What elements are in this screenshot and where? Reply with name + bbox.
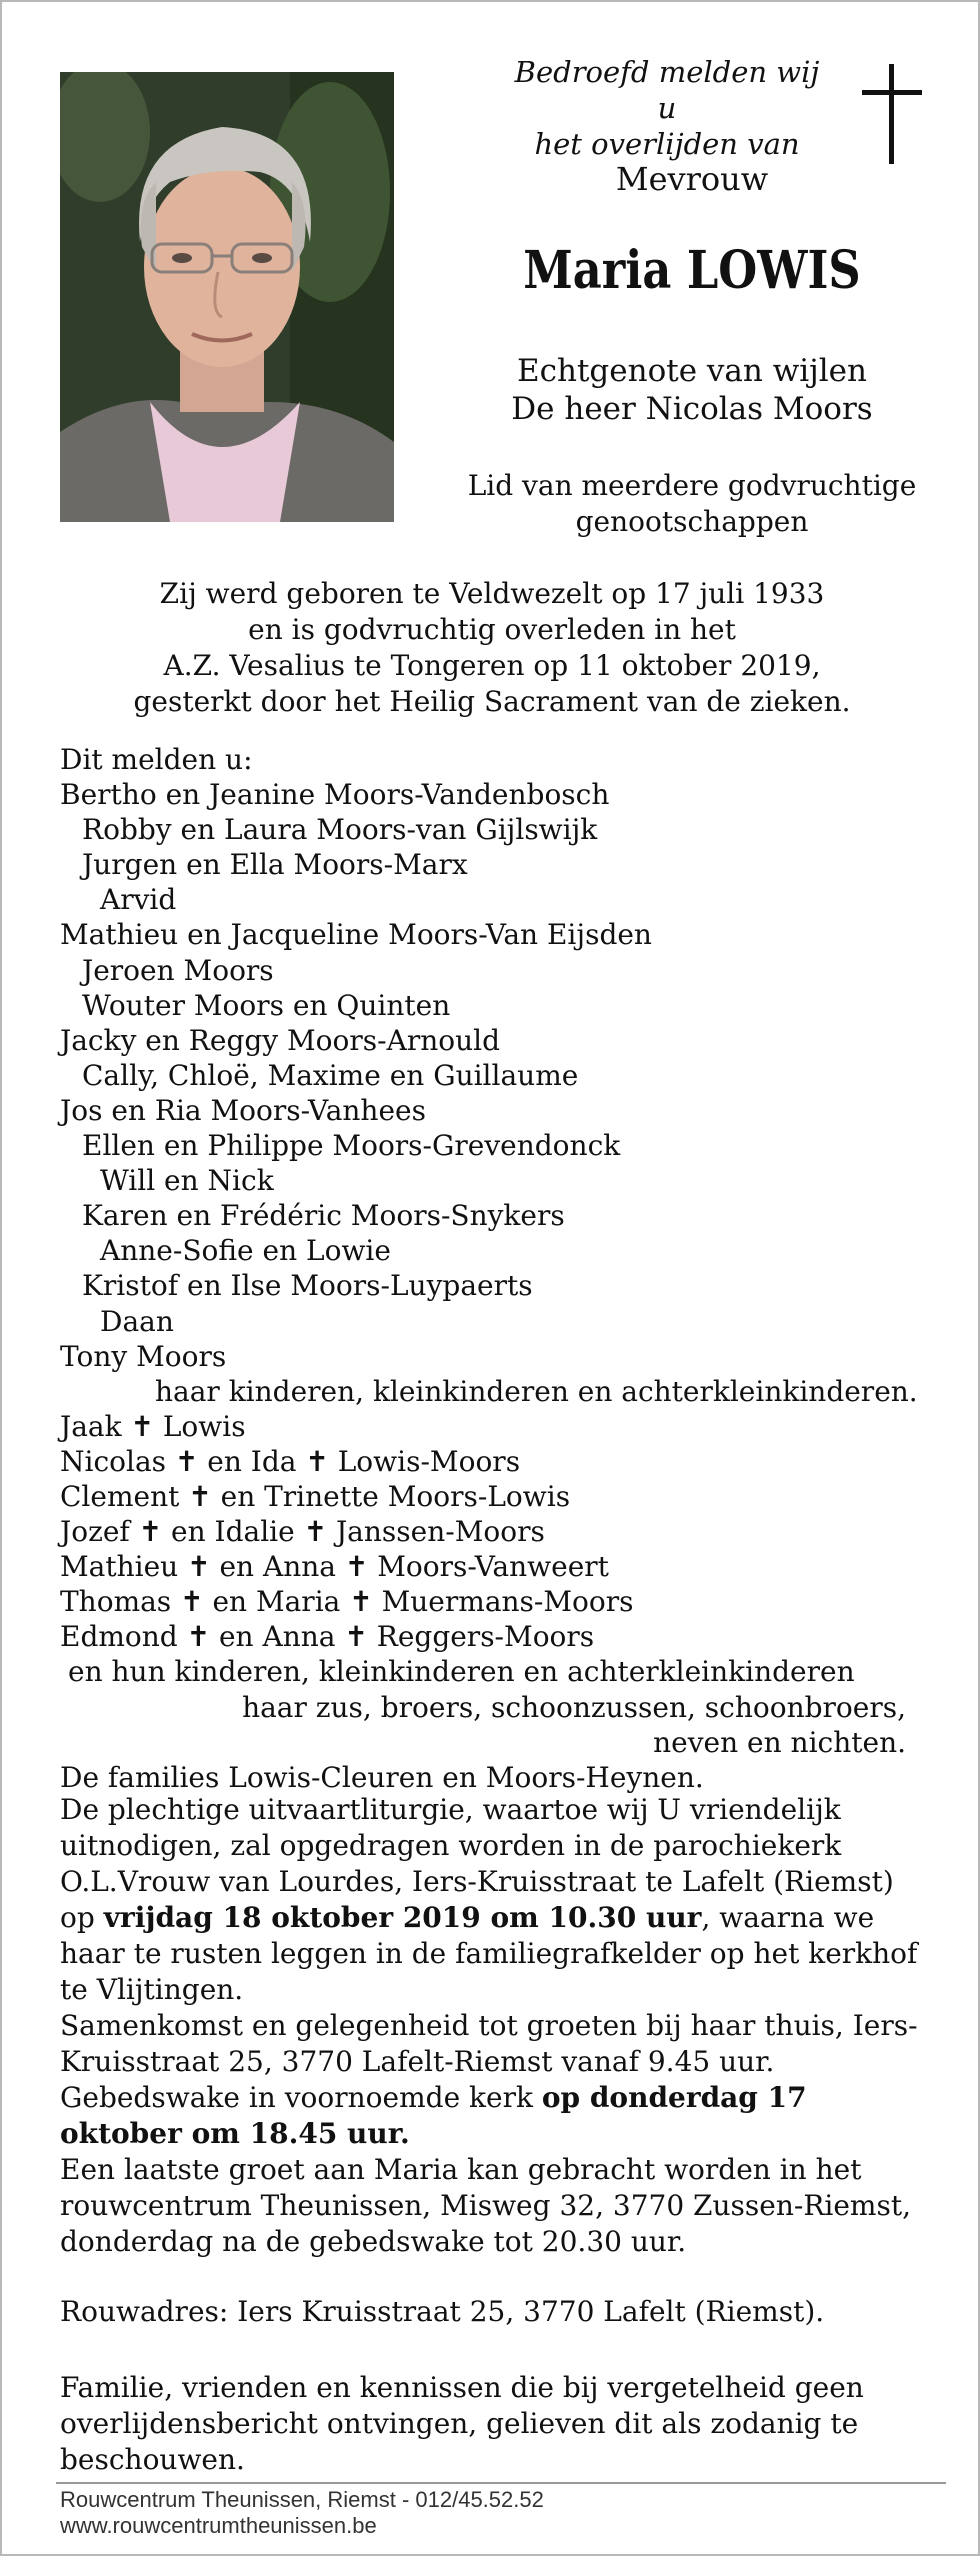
- family-line: Daan: [100, 1304, 174, 1338]
- membership-line: Lid van meerdere godvruchtige: [467, 469, 917, 502]
- family-line: Jos en Ria Moors-Vanhees: [60, 1093, 426, 1127]
- funeral-liturgy: [60, 1792, 930, 2008]
- spouse-line: De heer Nicolas Moors: [511, 391, 873, 427]
- family-line: Nicolas ✝ en Ida ✝ Lowis-Moors: [60, 1444, 521, 1478]
- family-line: Jacky en Reggy Moors-Arnould: [60, 1023, 501, 1057]
- spouse-info: [432, 352, 952, 428]
- intro-line: Bedroefd melden wij u: [514, 55, 820, 125]
- farewell-info: Een laatste groet aan Maria kan gebracht worden in het rouwcentrum Theunissen, Misweg 32, 3770 Zussen-Riemst, donderdag na de gebedswake tot 20.30 uur.: [60, 2153, 912, 2258]
- family-line: Karen en Frédéric Moors-Snykers: [82, 1199, 565, 1233]
- mourning-address: Rouwadres: Iers Kruisstraat 25, 3770 Lafelt (Riemst).: [60, 2295, 825, 2328]
- family-line: haar kinderen, kleinkinderen en achterkleinkinderen.: [155, 1374, 918, 1408]
- bio-line: gesterkt door het Heilig Sacrament van de zieken.: [133, 685, 851, 718]
- notice-text: Familie, vrienden en kennissen die bij vergetelheid geen overlijdensbericht ontvingen, gelieven dit als zodanig te beschouwen.: [60, 2371, 864, 2476]
- deceased-name: Maria LOWIS: [523, 240, 861, 301]
- funeral-text: , waarna we haar te rusten leggen in de familiegrafkelder op het kerkhof te Vlijtingen.: [60, 1901, 918, 2006]
- membership-line: genootschappen: [575, 505, 809, 538]
- biography: [42, 576, 942, 720]
- family-line: Will en Nick: [100, 1164, 274, 1198]
- vigil-text: Gebedswake in voornoemde kerk: [60, 2081, 542, 2114]
- family-line: haar zus, broers, schoonzussen, schoonbroers,: [242, 1690, 906, 1724]
- spouse-line: Echtgenote van wijlen: [517, 353, 867, 389]
- bio-line: A.Z. Vesalius te Tongeren op 11 oktober 2019,: [163, 649, 821, 682]
- vigil-info: [60, 2080, 930, 2152]
- title-prefix: Mevrouw: [615, 160, 769, 198]
- family-line: De families Lowis-Cleuren en Moors-Heynen.: [60, 1760, 704, 1794]
- family-line: Dit melden u:: [60, 743, 253, 776]
- family-line: Jurgen en Ella Moors-Marx: [82, 848, 468, 882]
- family-line: Anne-Sofie en Lowie: [100, 1234, 391, 1268]
- intro-line: het overlijden van: [534, 127, 800, 161]
- gathering-info: Samenkomst en gelegenheid tot groeten bij haar thuis, Iers-Kruisstraat 25, 3770 Lafelt-Riemst vanaf 9.45 uur.: [60, 2009, 918, 2078]
- family-line: Mathieu ✝ en Anna ✝ Moors-Vanweert: [60, 1550, 609, 1584]
- family-line: Wouter Moors en Quinten: [82, 988, 451, 1022]
- family-line: Ellen en Philippe Moors-Grevendonck: [82, 1129, 621, 1163]
- family-line: Bertho en Jeanine Moors-Vandenbosch: [60, 778, 610, 812]
- family-line: neven en nichten.: [653, 1725, 906, 1759]
- footer-contact: Rouwcentrum Theunissen, Riemst - 012/45.52.52: [60, 2487, 544, 2512]
- family-line: Mathieu en Jacqueline Moors-Van Eijsden: [60, 918, 652, 952]
- funeral-text: De plechtige uitvaartliturgie, waartoe wij U vriendelijk uitnodigen, zal opgedragen worden in de parochiekerk O.L.Vrouw van Lourdes, Iers-Kruisstraat te Lafelt (Riemst) op: [60, 1793, 894, 1934]
- bio-line: en is godvruchtig overleden in het: [248, 613, 736, 646]
- bio-line: Zij werd geboren te Veldwezelt op 17 juli 1933: [159, 577, 825, 610]
- family-line: Cally, Chloë, Maxime en Guillaume: [82, 1058, 579, 1092]
- family-line: Jeroen Moors: [82, 953, 274, 987]
- footer-website[interactable]: www.rouwcentrumtheunissen.be: [60, 2513, 377, 2538]
- family-line: Edmond ✝ en Anna ✝ Reggers-Moors: [60, 1620, 595, 1654]
- family-line: en hun kinderen, kleinkinderen en achterkleinkinderen: [68, 1655, 855, 1689]
- family-line: Kristof en Ilse Moors-Luypaerts: [82, 1269, 533, 1303]
- membership-info: [432, 468, 952, 540]
- funeral-details: [60, 1792, 930, 2260]
- family-list: [60, 742, 940, 1795]
- family-line: Jozef ✝ en Idalie ✝ Janssen-Moors: [60, 1515, 545, 1549]
- portrait-image: [60, 72, 394, 522]
- footer-divider: [56, 2482, 946, 2484]
- family-line: Arvid: [100, 883, 177, 917]
- footer: [60, 2487, 930, 2539]
- family-line: Robby en Laura Moors-van Gijlswijk: [82, 813, 598, 847]
- family-line: Thomas ✝ en Maria ✝ Muermans-Moors: [60, 1585, 634, 1619]
- intro-text: [502, 54, 832, 162]
- family-line: Clement ✝ en Trinette Moors-Lowis: [60, 1479, 571, 1513]
- family-line: Jaak ✝ Lowis: [60, 1409, 246, 1443]
- cross-icon: [862, 64, 922, 164]
- family-line: Tony Moors: [60, 1339, 227, 1373]
- portrait-photo: [60, 72, 394, 522]
- funeral-date: vrijdag 18 oktober 2019 om 10.30 uur: [103, 1901, 702, 1934]
- vigil-date: op donderdag 17 oktober om 18.45 uur.: [60, 2081, 807, 2150]
